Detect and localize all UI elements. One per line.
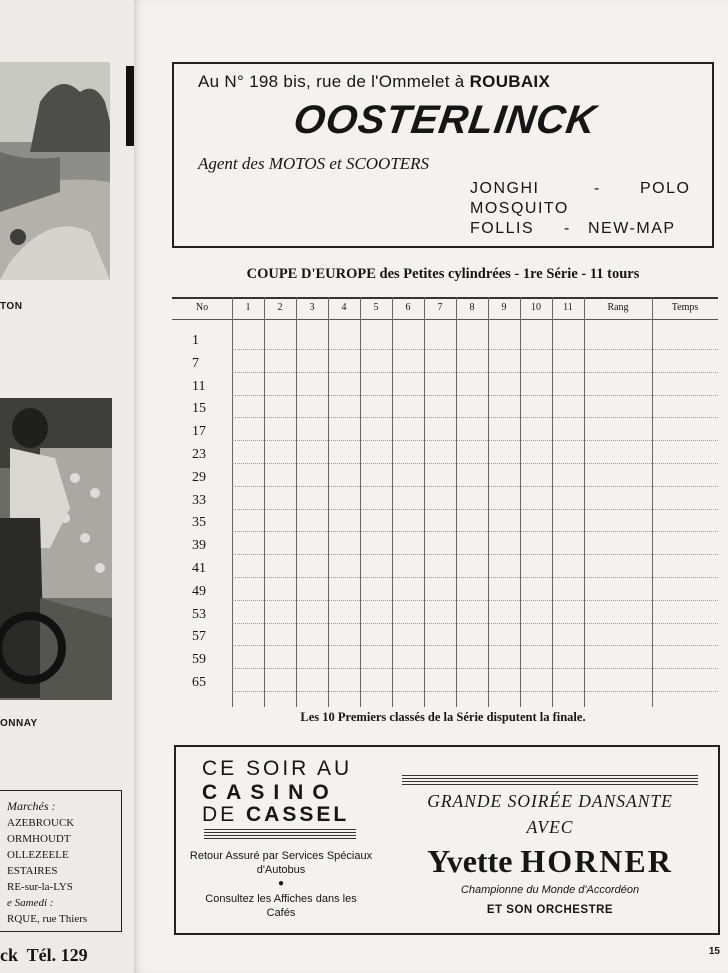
left-facing-page bbox=[0, 0, 134, 973]
ad-address bbox=[198, 72, 550, 92]
brand-separator: - bbox=[564, 220, 571, 237]
casino-advert bbox=[174, 745, 720, 935]
event-with: AVEC bbox=[526, 817, 574, 837]
row-line bbox=[232, 440, 718, 441]
brand-jonghi: JONGHI bbox=[470, 180, 540, 197]
rider-number: 17 bbox=[192, 424, 206, 440]
row-line bbox=[232, 668, 718, 669]
star-name bbox=[382, 843, 718, 880]
row-line bbox=[232, 531, 718, 532]
markets-box bbox=[0, 790, 122, 932]
row-line bbox=[232, 417, 718, 418]
market-saturday-place: RQUE, rue Thiers bbox=[7, 913, 88, 925]
oosterlinck-advert bbox=[172, 62, 714, 248]
photo-motocross-top bbox=[0, 62, 110, 280]
dance-column bbox=[382, 747, 718, 933]
star-first-name: Yvette bbox=[427, 843, 513, 879]
market-town: RE-sur-la-LYS bbox=[7, 881, 73, 893]
photo-caption-1: TON bbox=[0, 301, 23, 312]
header-lap: 8 bbox=[469, 302, 475, 313]
rider-number: 53 bbox=[192, 606, 206, 622]
casino-line-3 bbox=[202, 803, 349, 827]
phone-line: ck Tél. 129 bbox=[0, 945, 88, 965]
market-town: OLLEZEELE bbox=[7, 849, 69, 861]
row-line bbox=[232, 645, 718, 646]
rider-number: 7 bbox=[192, 355, 199, 371]
casino-line-3-town: CASSEL bbox=[246, 803, 350, 826]
row-line bbox=[232, 509, 718, 510]
header-lap: 1 bbox=[245, 302, 251, 313]
race-chart-note: Les 10 Premiers classés de la Série disputent la finale. bbox=[300, 710, 586, 724]
rider-number: 35 bbox=[192, 515, 206, 531]
photo-caption-2: ONNAY bbox=[0, 718, 38, 729]
black-bar-decoration bbox=[126, 66, 134, 146]
star-last-name: HORNER bbox=[520, 843, 673, 879]
casino-line-1: CE SOIR AU bbox=[202, 757, 353, 780]
header-lap: 6 bbox=[405, 302, 411, 313]
rider-number: 49 bbox=[192, 583, 206, 599]
row-line bbox=[232, 463, 718, 464]
rider-number: 29 bbox=[192, 469, 206, 485]
rider-number: 11 bbox=[192, 378, 206, 394]
ad-address-street: Au N° 198 bis, rue de l'Ommelet à bbox=[198, 72, 470, 91]
casino-line-2: CASINO bbox=[202, 781, 338, 804]
header-lap: 2 bbox=[277, 302, 283, 313]
wavy-divider bbox=[402, 775, 698, 785]
race-chart-grid bbox=[172, 297, 718, 707]
star-title: Championne du Monde d'Accordéon bbox=[460, 884, 640, 896]
rider-number: 59 bbox=[192, 652, 206, 668]
rider-number: 15 bbox=[192, 401, 206, 417]
row-line bbox=[232, 372, 718, 373]
rider-number: 39 bbox=[192, 538, 206, 554]
row-line bbox=[232, 623, 718, 624]
ad-brand-logo: OOSTERLINCK bbox=[290, 98, 600, 142]
brand-follis: FOLLIS bbox=[470, 220, 535, 237]
brand-separator: - bbox=[594, 180, 601, 197]
row-line bbox=[232, 395, 718, 396]
row-line bbox=[232, 577, 718, 578]
brand-polo: POLO bbox=[640, 180, 691, 197]
casino-line-3-prefix: DE bbox=[202, 803, 247, 826]
ad-agent-text: Agent des MOTOS et SCOOTERS bbox=[198, 154, 430, 173]
ad-address-city: ROUBAIX bbox=[469, 72, 551, 91]
posters-note: Consultez les Affiches dans les Cafés bbox=[205, 893, 357, 919]
header-lap: 10 bbox=[531, 302, 541, 313]
market-town: AZEBROUCK bbox=[7, 817, 75, 829]
header-number: No bbox=[195, 302, 209, 313]
header-lap: 11 bbox=[563, 302, 573, 313]
event-title: GRANDE SOIRÉE DANSANTE bbox=[427, 791, 673, 811]
header-time: Temps bbox=[671, 302, 699, 313]
row-line bbox=[232, 486, 718, 487]
brand-new-map: NEW-MAP bbox=[588, 220, 676, 237]
market-saturday-label: e Samedi : bbox=[7, 897, 54, 909]
bullet-icon: ● bbox=[277, 878, 285, 889]
rider-number: 41 bbox=[192, 561, 206, 576]
header-lap: 5 bbox=[373, 302, 379, 313]
rider-number: 23 bbox=[192, 447, 206, 462]
row-line bbox=[232, 349, 718, 350]
transport-note: Retour Assuré par Services Spéciaux d'Autobus bbox=[189, 850, 373, 876]
header-lap: 4 bbox=[341, 302, 347, 313]
photo-motocross-rider bbox=[0, 398, 112, 700]
rider-number: 57 bbox=[192, 629, 206, 645]
header-lap: 7 bbox=[437, 302, 443, 313]
markets-heading: Marchés : bbox=[7, 799, 56, 813]
row-line bbox=[232, 691, 718, 692]
header-lap: 3 bbox=[309, 302, 315, 313]
orchestra: ET SON ORCHESTRE bbox=[486, 904, 614, 916]
market-town: ORMHOUDT bbox=[7, 833, 71, 845]
brand-mosquito: MOSQUITO bbox=[470, 200, 569, 217]
casino-column bbox=[176, 747, 382, 933]
row-line bbox=[232, 600, 718, 601]
rider-number: 65 bbox=[192, 675, 206, 690]
page-number: 15 bbox=[708, 946, 720, 957]
row-line bbox=[232, 554, 718, 555]
market-town: ESTAIRES bbox=[7, 865, 58, 877]
rider-number: 33 bbox=[192, 492, 206, 508]
header-lap: 9 bbox=[501, 302, 507, 313]
race-chart-title: COUPE D'EUROPE des Petites cylindrées - 1re Série - 11 tours bbox=[246, 266, 640, 282]
wavy-divider bbox=[204, 829, 356, 839]
rider-number: 1 bbox=[192, 333, 199, 348]
header-rank: Rang bbox=[607, 302, 629, 313]
